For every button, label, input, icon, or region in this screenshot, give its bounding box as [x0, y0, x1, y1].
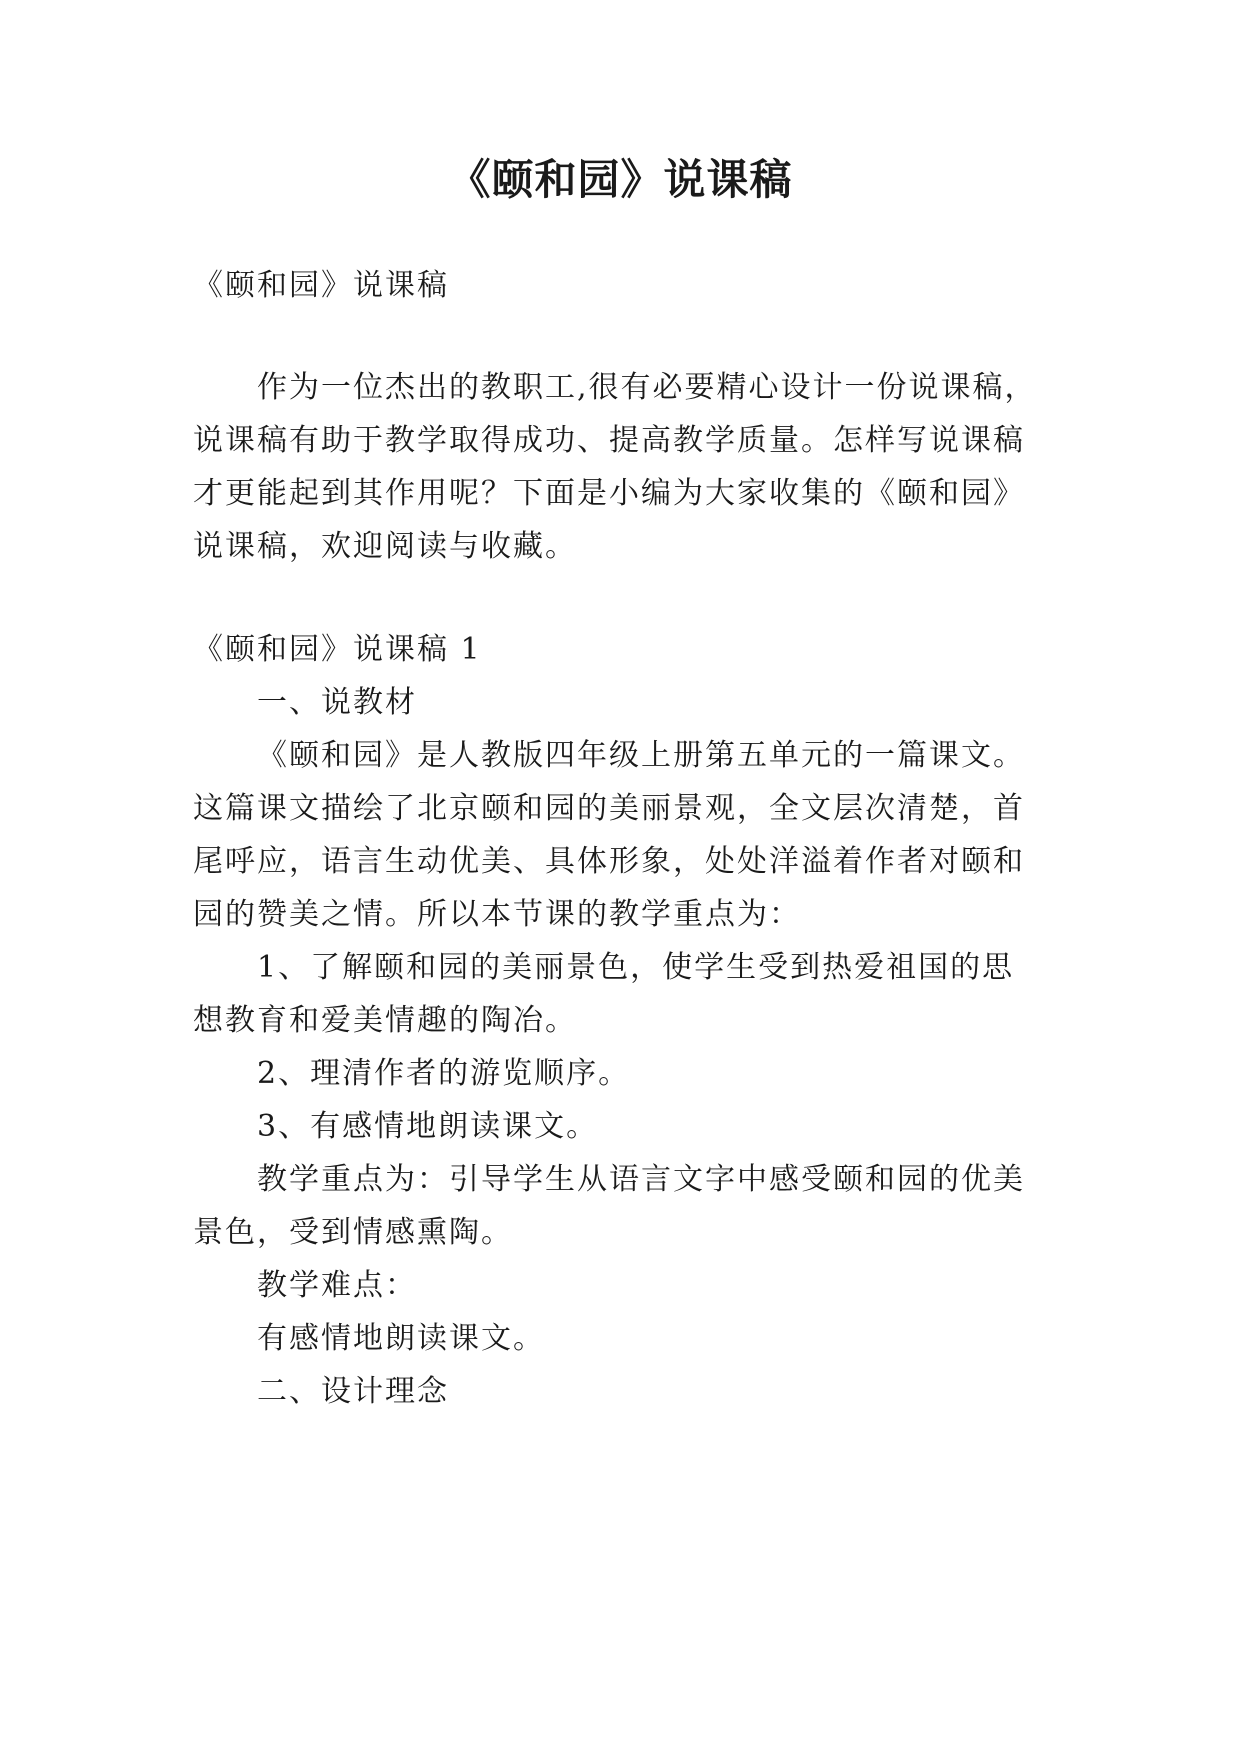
- heading-design-concept: 二、设计理念: [257, 1374, 449, 1409]
- list-item-2: 2、理清作者的游览顺序。: [257, 1056, 631, 1091]
- key-point-line: 教学重点为：引导学生从语言文字中感受颐和园的优美: [257, 1162, 1025, 1197]
- list-item-1-cont: 想教育和爱美情趣的陶冶。: [193, 1003, 577, 1038]
- intro-line-4: 说课稿，欢迎阅读与收藏。: [193, 529, 577, 564]
- difficulty-text: 有感情地朗读课文。: [257, 1321, 545, 1356]
- paragraph-line: 尾呼应，语言生动优美、具体形象，处处洋溢着作者对颐和: [193, 844, 1025, 879]
- intro-line-3: 才更能起到其作用呢？下面是小编为大家收集的《颐和园》: [193, 476, 1025, 511]
- paragraph-line: 园的赞美之情。所以本节课的教学重点为：: [193, 897, 801, 932]
- key-point-line-cont: 景色，受到情感熏陶。: [193, 1215, 513, 1250]
- section-heading: 《颐和园》说课稿 1: [193, 632, 482, 667]
- paragraph-line: 这篇课文描绘了北京颐和园的美丽景观，全文层次清楚，首: [193, 791, 1025, 826]
- difficulty-heading: 教学难点：: [257, 1268, 417, 1303]
- intro-line-1: 作为一位杰出的教职工,很有必要精心设计一份说课稿，: [257, 370, 1037, 405]
- paragraph-line: 《颐和园》是人教版四年级上册第五单元的一篇课文。: [257, 738, 1025, 773]
- list-item-3: 3、有感情地朗读课文。: [257, 1109, 599, 1144]
- document-title: 《颐和园》说课稿: [448, 155, 793, 204]
- heading-textbook: 一、说教材: [257, 685, 417, 720]
- subtitle-line: 《颐和园》说课稿: [193, 268, 449, 303]
- list-item-1: 1、了解颐和园的美丽景色，使学生受到热爱祖国的思: [257, 950, 1015, 985]
- intro-line-2: 说课稿有助于教学取得成功、提高教学质量。怎样写说课稿: [193, 423, 1025, 458]
